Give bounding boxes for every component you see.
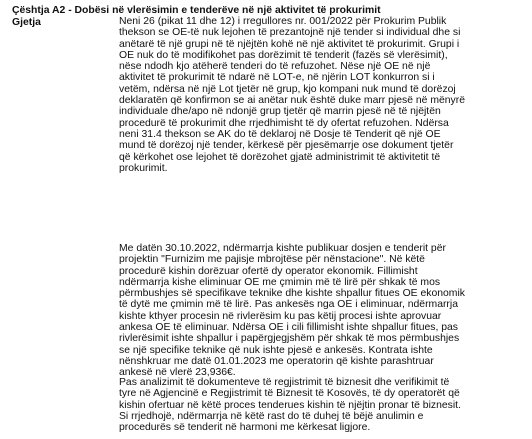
paragraph-line: që kërkohet ose lejohet të dorëzohet gjatë administrimit të aktivitetit të — [119, 151, 441, 163]
paragraph-line: projektin "Furnizim me pajisje mbrojtëse për nënstacione". Në këtë — [119, 254, 425, 266]
paragraph-line: tyre në Agjencinë e Regjistrimit të Biznesit të Kosovës, të dy operatorët që — [119, 388, 460, 400]
paragraph-line: Si rrjedhojë, ndërmarrja në këtë rast do të duhej të bëjë anulimin e — [119, 410, 424, 422]
paragraph-line: ankesa OE të eliminuar. Ndërsa OE i cili fillimisht ishte shpallur fitues, pas — [119, 322, 458, 334]
paragraph-line: përmbushjes së specifikave teknike dhe kishte shpallur fitues OE ekonomik — [119, 288, 465, 300]
paragraph-line: procedurë kishin dorëzuar ofertë dy operator ekonomik. Fillimisht — [119, 265, 418, 277]
issue-title: Çështja A2 - Dobësi në vlerësimin e tenderëve në një aktivitet të prokurimit — [12, 5, 381, 16]
paragraph-line: Pas analizimit të dokumenteve të regjistrimit të biznesit dhe verifikimit të — [119, 377, 450, 388]
paragraph-line: procedurë të prokurimit dhe rrjedhimisht të dy ofertat refuzohen. Ndërsa — [119, 117, 449, 129]
paragraph-line: procedurës së tenderit në harmoni me kërkesat ligjore. — [119, 422, 371, 434]
paragraph-line: rivlerësimit ishte shpallur i papërgjegjshëm për shkak të mos përmbushjes — [119, 333, 460, 345]
paragraph-line: nëse ndodh kjo atëherë tenderi do të refuzohet. Nëse një OE në një — [119, 61, 431, 73]
paragraph-line: se një specifike teknike që nuk ishte pjesë e ankesës. Kontrata ishte — [119, 344, 433, 356]
paragraph-line: anëtarë të një grupi në të njëjtën kohë në një aktivitet të prokurimit. Grupi i — [119, 38, 460, 50]
paragraph-line: OE nuk do të modifikohet pas dorëzimit të tenderit (fazës së vlerësimit), — [119, 49, 448, 61]
paragraph-conclusion — [119, 377, 461, 433]
paragraph-line: vetëm, ndërsa në një Lot tjetër në grup, kjo kompani nuk mund të dorëzoj — [119, 83, 456, 95]
paragraph-line: ankesë në vlerë 23,936€. — [119, 367, 236, 379]
paragraph-line: ndërmarrja kishe eliminuar OE me çmimin më të lirë për shkak të mos — [119, 276, 441, 288]
paragraph-line: individuale dhe/apo në ndonjë grup tjetër që marrin pjesë në të njëjtën — [119, 106, 441, 118]
paragraph-line: prokurimit. — [119, 162, 168, 174]
paragraph-line: Neni 26 (pikat 11 dhe 12) i rregullores nr. 001/2022 për Prokurim Publik — [119, 16, 447, 27]
paragraph-line: kishte kthyer procesin në rivlerësim ku pas këtij procesi ishte aprovuar — [119, 310, 442, 322]
finding-label: Gjetja — [12, 17, 41, 28]
paragraph-line: nënshkruar me datë 01.01.2023 me operatorin që kishte parashtruar — [119, 355, 434, 367]
paragraph-line: kishin ofertuar në këtë proces tenderues kishin të njëjtin pronar të biznesit. — [119, 399, 461, 411]
paragraph-line: mund të dorëzoj një tender, kërkesë për pjesëmarrje ose dokument tjetër — [119, 140, 454, 152]
paragraph-line: thekson se OE-të nuk lejohen të prezantojnë një tender si individual dhe si — [119, 27, 461, 39]
paragraph-line: të dytë me çmimin më të lirë. Pas ankesës nga OE i eliminuar, ndërmarrja — [119, 299, 458, 311]
paragraph-legal-basis — [119, 16, 465, 174]
paragraph-line: deklaratën që konfirmon se ai anëtar nuk është duke marr pjesë në mënyrë — [119, 95, 465, 107]
paragraph-line: Me datën 30.10.2022, ndërmarrja kishte publikuar dosjen e tenderit për — [119, 243, 446, 254]
paragraph-tender-case — [119, 243, 465, 379]
paragraph-line: aktivitet të prokurimit të ndarë në LOT-e, në njërin LOT konkurron si i — [119, 72, 435, 84]
paragraph-line: neni 31.4 thekson se AK do të deklaroj në Dosje të Tenderit që një OE — [119, 128, 441, 140]
